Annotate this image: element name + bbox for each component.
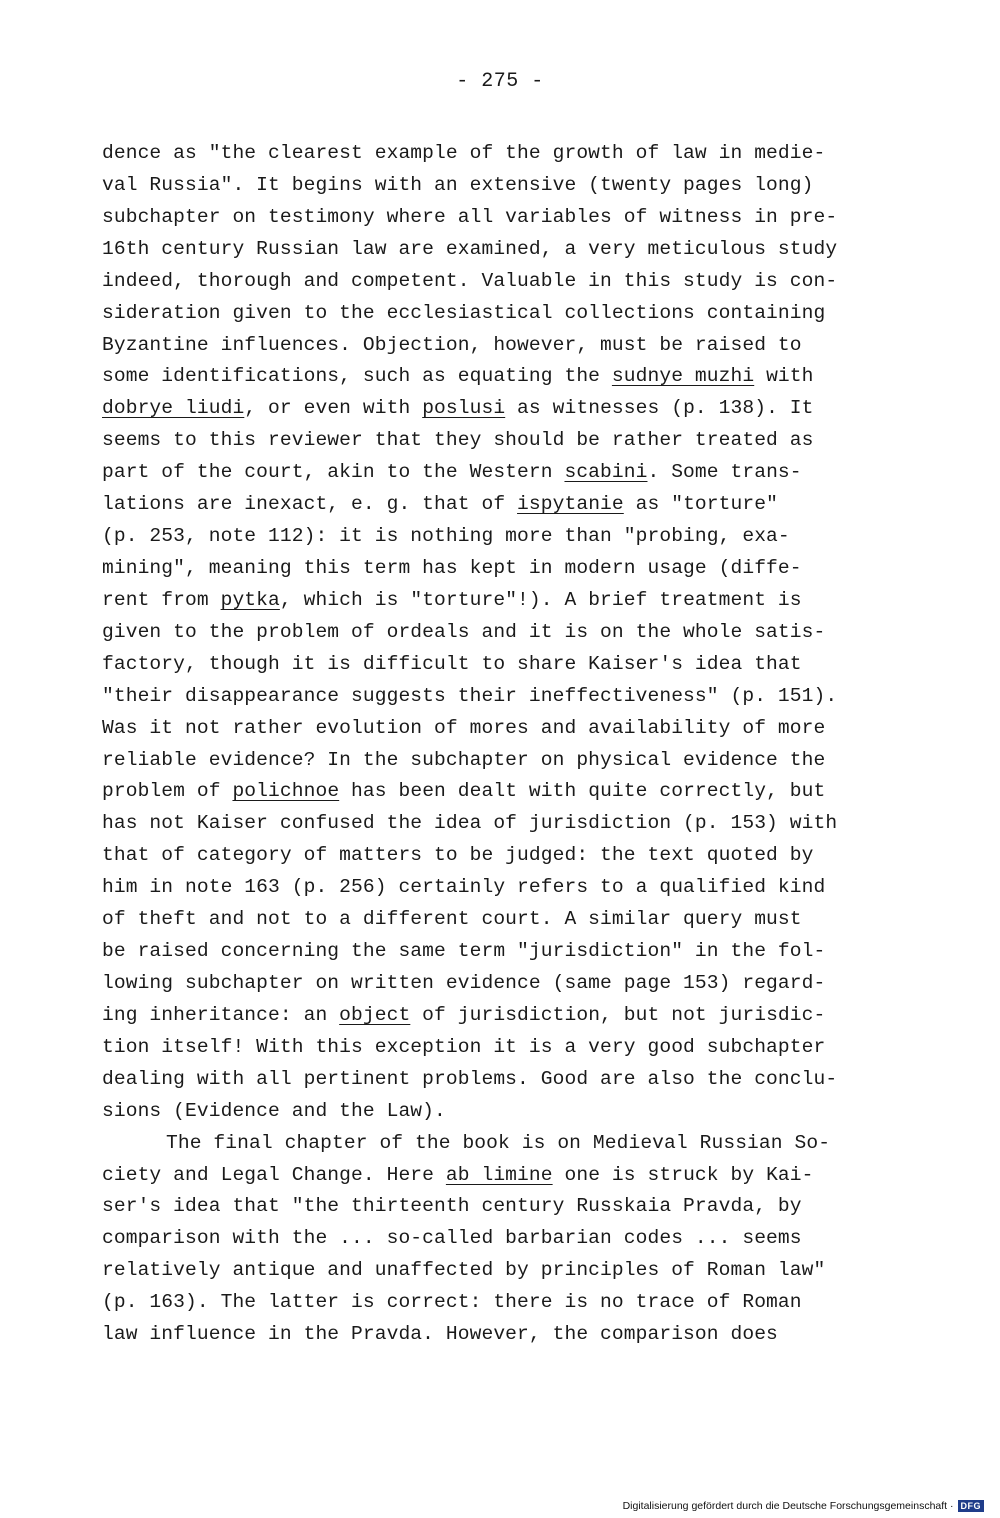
footer <box>623 1500 984 1512</box>
text-line <box>102 393 902 425</box>
text-segment: (p. 253, note 112): it is nothing more than "probing, exa- <box>102 525 790 548</box>
text-segment: "their disappearance suggests their ineffectiveness" (p. 151). <box>102 684 838 707</box>
text-line <box>102 425 902 457</box>
text-line <box>102 298 902 330</box>
underlined-term: sudnye muzhi <box>611 365 755 388</box>
text-segment: has not Kaiser confused the idea of jurisdiction (p. 153) with <box>102 812 838 835</box>
text-segment: dealing with all pertinent problems. Good are also the conclu- <box>102 1067 838 1090</box>
text-segment: (p. 163). The latter is correct: there is no trace of Roman <box>102 1291 802 1314</box>
underlined-term: object <box>339 1003 411 1026</box>
text-segment: be raised concerning the same term "jurisdiction" in the fol- <box>102 940 826 963</box>
text-line <box>102 617 902 649</box>
text-segment: lations are inexact, e. g. that of <box>102 493 518 516</box>
dfg-logo: DFG <box>958 1500 985 1512</box>
text-segment: ing inheritance: an <box>102 1003 340 1026</box>
text-line <box>102 457 902 489</box>
text-line <box>102 170 902 202</box>
text-line <box>102 138 902 170</box>
text-line <box>102 521 902 553</box>
underlined-term: dobrye liudi <box>102 397 245 420</box>
text-segment: seems to this reviewer that they should be rather treated as <box>102 429 814 452</box>
text-segment: , or even with <box>244 397 423 420</box>
text-segment: as witnesses (p. 138). It <box>505 397 814 420</box>
text-line <box>102 872 902 904</box>
body-text <box>102 138 902 1351</box>
text-segment: sideration given to the ecclesiastical collections containing <box>102 301 826 324</box>
text-segment: has been dealt with quite correctly, but <box>339 780 826 803</box>
text-line <box>102 1000 902 1032</box>
text-line <box>102 745 902 777</box>
text-line <box>102 585 902 617</box>
text-segment: given to the problem of ordeals and it is on the whole satis- <box>102 620 826 643</box>
text-line <box>102 681 902 713</box>
text-line <box>102 1255 902 1287</box>
text-segment: 16th century Russian law are examined, a very meticulous study <box>102 237 838 260</box>
text-segment: ciety and Legal Change. Here <box>102 1163 446 1186</box>
underlined-term: ispytanie <box>517 493 624 516</box>
text-line <box>102 904 902 936</box>
text-segment: that of category of matters to be judged: the text quoted by <box>102 844 814 867</box>
text-line <box>102 1032 902 1064</box>
text-line <box>102 361 902 393</box>
text-line <box>102 936 902 968</box>
text-segment: Byzantine influences. Objection, however, must be raised to <box>102 333 802 356</box>
footer-credit: Digitalisierung gefördert durch die Deutsche Forschungsgemeinschaft · <box>622 1500 954 1512</box>
text-line <box>102 1223 902 1255</box>
text-segment: ser's idea that "the thirteenth century Russkaia Pravda, by <box>102 1195 802 1218</box>
text-segment: some identifications, such as equating the <box>102 365 612 388</box>
text-line <box>102 553 902 585</box>
text-line <box>102 266 902 298</box>
text-line <box>102 1096 902 1128</box>
text-segment: part of the court, akin to the Western <box>102 461 565 484</box>
text-line <box>102 202 902 234</box>
text-line <box>102 649 902 681</box>
text-line <box>102 776 902 808</box>
text-segment: Was it not rather evolution of mores and availability of more <box>102 716 826 739</box>
underlined-term: scabini <box>564 461 648 484</box>
text-segment: The final chapter of the book is on Medieval Russian So- <box>166 1131 831 1154</box>
text-segment: indeed, thorough and competent. Valuable in this study is con- <box>102 269 838 292</box>
text-segment: him in note 163 (p. 256) certainly refers to a qualified kind <box>102 876 826 899</box>
text-segment: comparison with the ... so-called barbarian codes ... seems <box>102 1227 802 1250</box>
text-segment: with <box>754 365 814 388</box>
text-line <box>102 1191 902 1223</box>
underlined-term: poslusi <box>422 397 506 420</box>
text-segment: problem of <box>102 780 233 803</box>
text-segment: lowing subchapter on written evidence (same page 153) regard- <box>102 971 826 994</box>
page-number: - 275 - <box>456 70 544 93</box>
text-segment: law influence in the Pravda. However, the comparison does <box>102 1323 778 1346</box>
text-segment: rent from <box>102 588 221 611</box>
text-segment: tion itself! With this exception it is a very good subchapter <box>102 1035 826 1058</box>
text-segment: sions (Evidence and the Law). <box>102 1099 446 1122</box>
text-segment: subchapter on testimony where all variables of witness in pre- <box>102 205 838 228</box>
text-line <box>102 1128 902 1160</box>
underlined-term: ab limine <box>445 1163 553 1186</box>
text-line <box>102 808 902 840</box>
text-line <box>102 330 902 362</box>
text-segment: one is struck by Kai- <box>552 1163 814 1186</box>
text-line <box>102 234 902 266</box>
text-segment: . Some trans- <box>647 461 802 484</box>
text-segment: dence as "the clearest example of the growth of law in medie- <box>102 142 826 164</box>
underlined-term: polichnoe <box>232 780 340 803</box>
text-line <box>102 840 902 872</box>
text-segment: relatively antique and unaffected by principles of Roman law" <box>102 1259 826 1282</box>
text-segment: of theft and not to a different court. A similar query must <box>102 908 802 931</box>
text-segment: as "torture" <box>623 493 778 516</box>
text-line <box>102 968 902 1000</box>
text-segment: mining", meaning this term has kept in modern usage (diffe- <box>102 556 802 579</box>
text-segment: factory, though it is difficult to share Kaiser's idea that <box>102 652 802 675</box>
underlined-term: pytka <box>220 588 280 611</box>
text-line <box>102 1287 902 1319</box>
text-line <box>102 1319 902 1351</box>
text-segment: of jurisdiction, but not jurisdic- <box>410 1003 826 1026</box>
text-line <box>102 1160 902 1192</box>
text-line <box>102 713 902 745</box>
text-segment: val Russia". It begins with an extensive (twenty pages long) <box>102 173 814 196</box>
text-segment: reliable evidence? In the subchapter on physical evidence the <box>102 748 826 771</box>
text-segment: , which is "torture"!). A brief treatment is <box>279 588 802 611</box>
text-line <box>102 489 902 521</box>
text-line <box>102 1064 902 1096</box>
